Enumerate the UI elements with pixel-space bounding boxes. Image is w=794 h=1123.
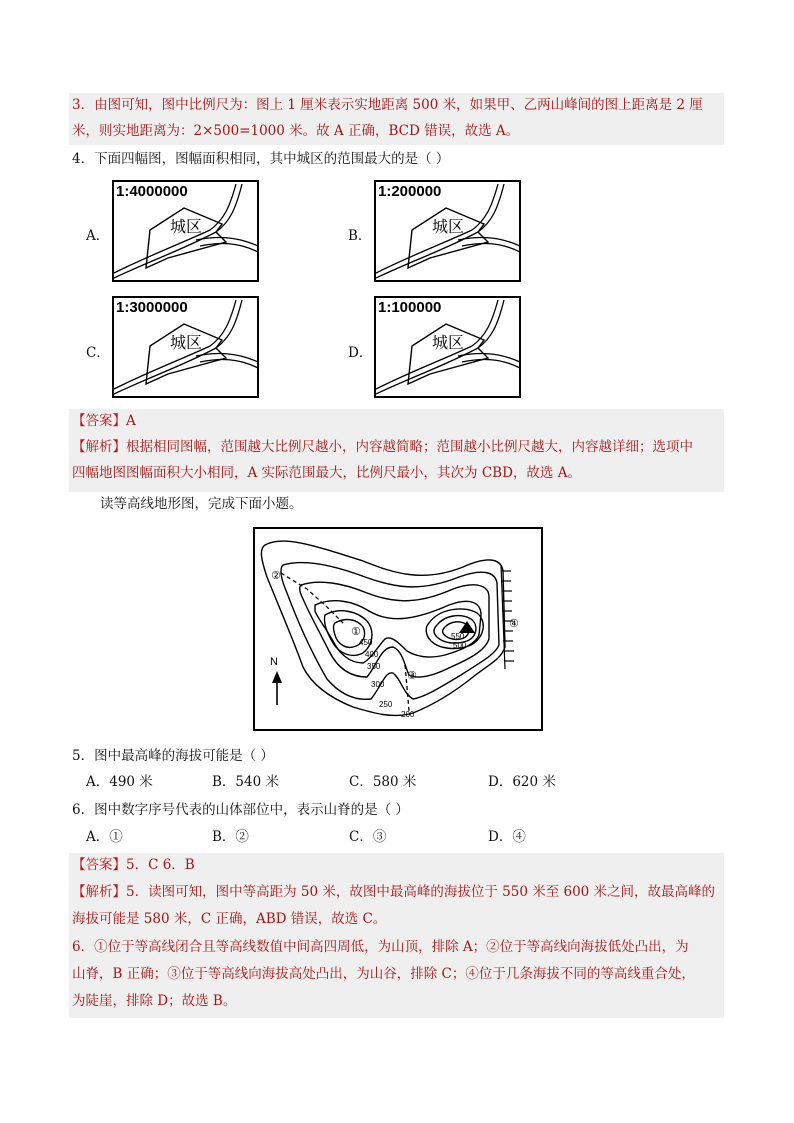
- map-c: [112, 296, 259, 398]
- marker-1: ①: [351, 626, 361, 638]
- q6-option-b: B．②: [212, 829, 249, 845]
- map-a-label: 城区: [170, 219, 203, 236]
- q6-option-d: D．④: [488, 829, 526, 845]
- answer-5-6-value: 5．C 6．B: [126, 857, 195, 873]
- map-b: [374, 180, 521, 282]
- answer-tag: 【答案】: [72, 857, 126, 873]
- q5-option-c: C．580 米: [349, 774, 417, 790]
- map-c-label: 城区: [170, 335, 203, 352]
- map-d-scale: 1:100000: [378, 299, 442, 316]
- contour-label-550: 550: [451, 632, 465, 641]
- option-b-letter: B．: [348, 228, 372, 244]
- north-label: N: [270, 656, 278, 668]
- explanation-3-line2: 米，则实地距离为：2×500=1000 米。故 A 正确，BCD 错误，故选 A。: [72, 123, 520, 139]
- q6-option-a: A．①: [86, 829, 123, 845]
- analysis-6-line2: 山脊，B 正确；③位于等高线向海拔高处凸出，为山谷，排除 C；④位于几条海拔不同的等高线重合处，: [72, 966, 695, 982]
- map-d-label: 城区: [432, 335, 465, 352]
- marker-3: ③: [407, 670, 417, 682]
- explanation-3-line1: 3．由图可知，图中比例尺为：图上 1 厘米表示实地距离 500 米，如果甲、乙两山峰间的图上距离是 2 厘: [72, 97, 703, 113]
- q5-option-d: D．620 米: [488, 774, 556, 790]
- analysis-6-line3: 为陡崖，排除 D；故选 B。: [72, 993, 237, 1009]
- contour-label-350: 350: [367, 662, 381, 671]
- analysis-5-line1: [72, 883, 715, 901]
- answer-4-value: A: [126, 413, 136, 429]
- contour-label-300: 300: [371, 680, 385, 689]
- analysis-4-text1: 根据相同图幅，范围越大比例尺越小，内容越简略；范围越小比例尺越大，内容越详细；选项中: [126, 439, 693, 455]
- contour-label-200: 200: [401, 710, 415, 719]
- marker-4: ④: [509, 618, 519, 630]
- contour-label-400: 400: [365, 650, 379, 659]
- analysis-tag: 【解析】: [72, 884, 126, 900]
- analysis-4-line1: [72, 438, 693, 456]
- q6-option-c: C．③: [349, 829, 387, 845]
- answer-tag: 【答案】: [72, 413, 126, 429]
- option-a-letter: A．: [86, 228, 110, 244]
- option-c-letter: C．: [86, 345, 110, 361]
- answer-5-6: [72, 856, 195, 874]
- question-5: 5．图中最高峰的海拔可能是（ ）: [72, 748, 274, 764]
- analysis-4-line2: 四幅地图图幅面积大小相同，A 实际范围最大，比例尺最小，其次为 CBD，故选 A。: [72, 465, 581, 481]
- contour-label-450: 450: [359, 638, 373, 647]
- map-b-scale: 1:200000: [378, 183, 442, 200]
- map-a-scale: 1:4000000: [116, 183, 188, 200]
- contour-intro: 读等高线地形图，完成下面小题。: [100, 496, 303, 512]
- contour-label-250: 250: [379, 700, 393, 709]
- option-d-letter: D．: [348, 345, 373, 361]
- question-6: 6．图中数字序号代表的山体部位中，表示山脊的是（ ）: [72, 802, 409, 818]
- analysis-5-text1: 5．读图可知，图中等高距为 50 米，故图中最高峰的海拔位于 550 米至 600 米之间，故最高峰的: [126, 884, 716, 900]
- analysis-6-line1: 6．①位于等高线闭合且等高线数值中间高四周低，为山顶，排除 A；②位于等高线向海拔低处凸出，为: [72, 939, 689, 955]
- map-d: [374, 296, 521, 398]
- question-4: 4．下面四幅图，图幅面积相同，其中城区的范围最大的是（ ）: [72, 151, 450, 167]
- map-c-scale: 1:3000000: [116, 299, 188, 316]
- q5-option-b: B．540 米: [212, 774, 279, 790]
- map-b-label: 城区: [432, 219, 465, 236]
- contour-map: [253, 527, 543, 731]
- map-a: [112, 180, 259, 282]
- answer-4: [72, 412, 136, 430]
- marker-2: ②: [271, 570, 281, 582]
- contour-label-500: 500: [453, 641, 467, 650]
- analysis-tag: 【解析】: [72, 439, 126, 455]
- q5-option-a: A．490 米: [86, 774, 153, 790]
- analysis-5-line2: 海拔可能是 580 米，C 正确，ABD 错误，故选 C。: [72, 911, 387, 927]
